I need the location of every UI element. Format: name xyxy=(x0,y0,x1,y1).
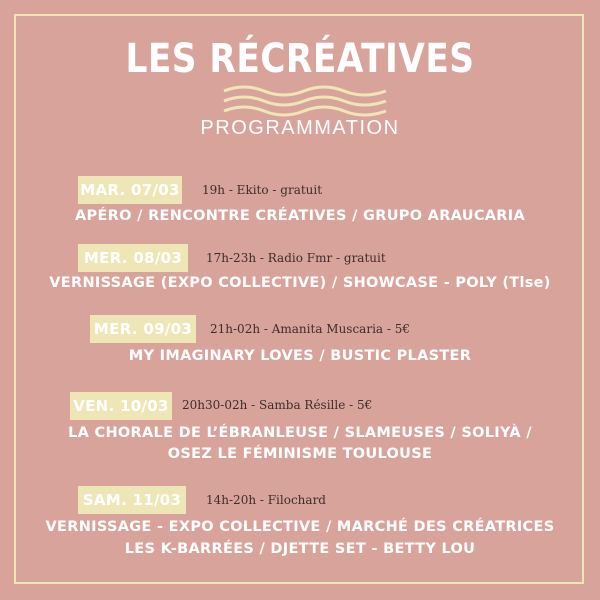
poster-title: LES RÉCRÉATIVES xyxy=(125,36,475,82)
event-date-badge: MER. 08/03 xyxy=(78,244,188,272)
event-lineup: VERNISSAGE - EXPO COLLECTIVE / MARCHÉ DES CRÉATRICES xyxy=(45,519,555,535)
event-info: 21h-02h - Amanita Muscaria - 5€ xyxy=(210,322,411,336)
event-info: 14h-20h - Filochard xyxy=(206,493,326,507)
event-info: 20h30-02h - Samba Résille - 5€ xyxy=(182,398,373,412)
poster-subtitle: PROGRAMMATION xyxy=(200,117,400,139)
event-date-badge: VEN. 10/03 xyxy=(70,392,172,420)
wave-decoration-icon xyxy=(222,84,388,118)
event-info: 17h-23h - Radio Fmr - gratuit xyxy=(206,251,386,265)
event-lineup: LA CHORALE DE L’ÉBRANLEUSE / SLAMEUSES / SOLIYÀ / xyxy=(68,425,532,441)
event-lineup: MY IMAGINARY LOVES / BUSTIC PLASTER xyxy=(128,348,472,364)
event-date-badge: SAM. 11/03 xyxy=(78,486,186,514)
event-lineup: VERNISSAGE (EXPO COLLECTIVE) / SHOWCASE - POLY (Tlse) xyxy=(49,275,551,291)
event-date-badge: MER. 09/03 xyxy=(90,315,196,343)
event-date-badge: MAR. 07/03 xyxy=(78,176,182,204)
event-info: 19h - Ekito - gratuit xyxy=(202,183,323,197)
event-lineup: LES K-BARRÉES / DJETTE SET - BETTY LOU xyxy=(124,541,476,557)
event-lineup: OSEZ LE FÉMINISME TOULOUSE xyxy=(167,446,433,462)
event-lineup: APÉRO / RENCONTRE CRÉATIVES / GRUPO ARAUCARIA xyxy=(75,208,525,224)
